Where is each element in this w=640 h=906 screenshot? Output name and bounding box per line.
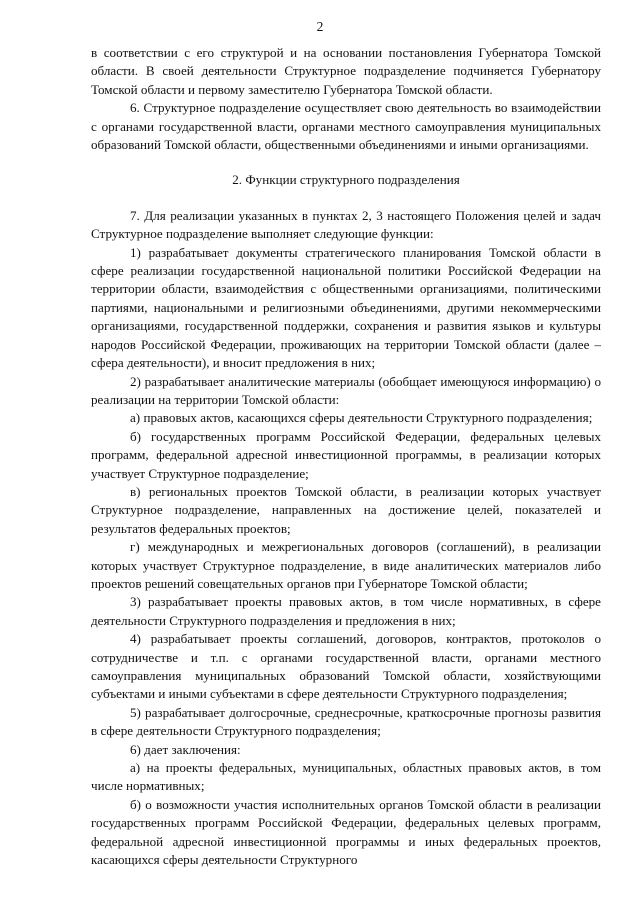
- paragraph-item-7: 7. Для реализации указанных в пунктах 2, 3 настоящего Положения целей и задач Структурное подразделение выполняет следующие функции:: [91, 207, 601, 242]
- subitem-6b: б) о возможности участия исполнительных органов Томской области в реализации государственных программ Российской Федерации, федеральных целевых программ, федеральной адресной инвестиционной программы и иных федеральных проектов, касающихся сферы деятельности Структурного: [91, 796, 601, 868]
- subitem-6a: а) на проекты федеральных, муниципальных, областных правовых актов, в том числе нормативных;: [91, 760, 601, 794]
- subitem-2c: в) региональных проектов Томской области, в реализации которых участвует Структурное подразделение, направленных на достижение целей, показателей и результатов федеральных проектов;: [91, 483, 601, 536]
- function-item-4: 4) разрабатывает проекты соглашений, договоров, контрактов, протоколов о сотрудничестве и т.п. с органами государственной власти, органами местного самоуправления муниципальных образований Томской области, хозяйствующими субъектами и иными субъектами в сфере деятельности Структурного подразделения;: [91, 631, 601, 702]
- subitem-2d: г) международных и межрегиональных договоров (соглашений), в реализации которых участвует Структурное подразделение, в виде аналитических материалов либо проектов решений совещательных органов при Губернаторе Томской области;: [91, 539, 601, 591]
- function-item-5: 5) разрабатывает долгосрочные, среднесрочные, краткосрочные прогнозы развития в сфере деятельности Структурного подразделения;: [91, 704, 601, 739]
- function-item-6: 6) дает заключения:: [130, 741, 241, 757]
- paragraph-continuation: в соответствии с его структурой и на основании постановления Губернатора Томской области. В своей деятельности Структурное подразделение подчиняется Губернатору Томской области и первому заместителю Губернатора Томской области.: [91, 45, 601, 97]
- page-number: 2: [316, 19, 324, 34]
- paragraph-item-6: 6. Структурное подразделение осуществляет свою деятельность во взаимодействии с органами государственной власти, органами местного самоуправления муниципальных образований Томской области, общественными объединениями и иными организациями.: [91, 100, 601, 153]
- section-heading: 2. Функции структурного подразделения: [232, 172, 460, 188]
- function-item-2: 2) разрабатывает аналитические материалы (обобщает имеющуюся информацию) о реализации на территории Томской области:: [91, 373, 601, 407]
- function-item-3: 3) разрабатывает проекты правовых актов, в том числе нормативных, в сфере деятельности Структурного подразделения и предложения в них;: [91, 594, 601, 628]
- subitem-2a: а) правовых актов, касающихся сферы деятельности Структурного подразделения;: [130, 410, 593, 426]
- document-body: [91, 44, 601, 869]
- function-item-1: 1) разрабатывает документы стратегического планирования Томской области в сфере реализации государственной национальной политики Российской Федерации на территории области, взаимодействия с общественными организациями, политическими партиями, национальными и религиозными объединениями, другими некоммерческими организациями, государственной поддержки, сохранения и развития языков и культуры народов Российской Федерации, проживающих на территории Томской области (далее – сфера деятельности), и вносит предложения в них;: [91, 244, 601, 371]
- subitem-2b: б) государственных программ Российской Федерации, федеральных целевых программ, федеральной адресной инвестиционной программы, в реализации которых участвует Структурное подразделение;: [91, 428, 601, 481]
